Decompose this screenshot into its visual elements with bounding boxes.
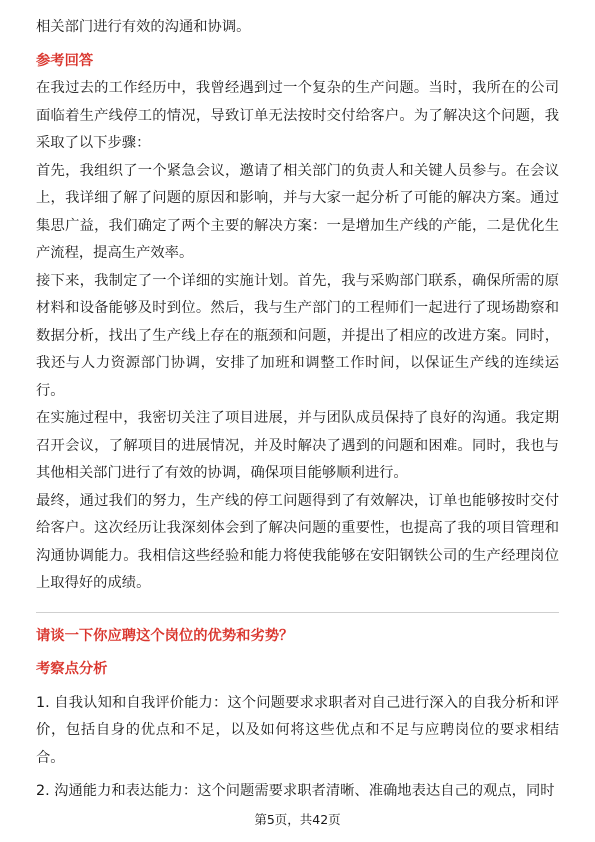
top-line: 相关部门进行有效的沟通和协调。 — [36, 19, 251, 35]
section-divider — [36, 612, 559, 613]
analysis-heading: 考察点分析 — [36, 661, 108, 677]
page-footer: 第5页，共42页 — [254, 812, 341, 827]
analysis-item-2: 2. 沟通能力和表达能力：这个问题需要求职者清晰、准确地表达自己的观点，同时 — [36, 783, 555, 799]
answer-paragraph-4: 在实施过程中，我密切关注了项目进展，并与团队成员保持了良好的沟通。我定期召开会议，了解项目的进展情况，并及时解决了遇到的问题和困难。同时，我也与其他相关部门进行了有效的协调，确保项目能够顺利进行。 — [36, 410, 559, 481]
answer-heading: 参考回答 — [36, 52, 94, 69]
document-page — [36, 14, 559, 806]
answer-paragraph-3: 接下来，我制定了一个详细的实施计划。首先，我与采购部门联系，确保所需的原材料和设备能够及时到位。然后，我与生产部门的工程师们一起进行了现场勘察和数据分析，找出了生产线上存在的瓶颈和问题，并提出了相应的改进方案。同时，我还与人力资源部门协调，安排了加班和调整工作时间，以保证生产线的连续运行。 — [36, 272, 559, 399]
answer-paragraph-2: 首先，我组织了一个紧急会议，邀请了相关部门的负责人和关键人员参与。在会议上，我详细了解了问题的原因和影响，并与大家一起分析了可能的解决方案。通过集思广益，我们确定了两个主要的解决方案：一是增加生产线的产能，二是优化生产流程，提高生产效率。 — [36, 162, 559, 261]
question-heading: 请谈一下你应聘这个岗位的优势和劣势？ — [36, 627, 294, 644]
analysis-item-1: 1. 自我认知和自我评价能力：这个问题要求求职者对自己进行深入的自我分析和评价，包括自身的优点和不足，以及如何将这些优点和不足与应聘岗位的要求相结合。 — [36, 694, 559, 766]
answer-paragraph-5: 最终，通过我们的努力，生产线的停工问题得到了有效解决，订单也能够按时交付给客户。这次经历让我深刻体会到了解决问题的重要性，也提高了我的项目管理和沟通协调能力。我相信这些经验和能力将使我能够在安阳钢铁公司的生产经理岗位上取得好的成绩。 — [36, 492, 559, 591]
answer-paragraph-1: 在我过去的工作经历中，我曾经遇到过一个复杂的生产问题。当时，我所在的公司面临着生产线停工的情况，导致订单无法按时交付给客户。为了解决这个问题，我采取了以下步骤： — [36, 80, 559, 151]
